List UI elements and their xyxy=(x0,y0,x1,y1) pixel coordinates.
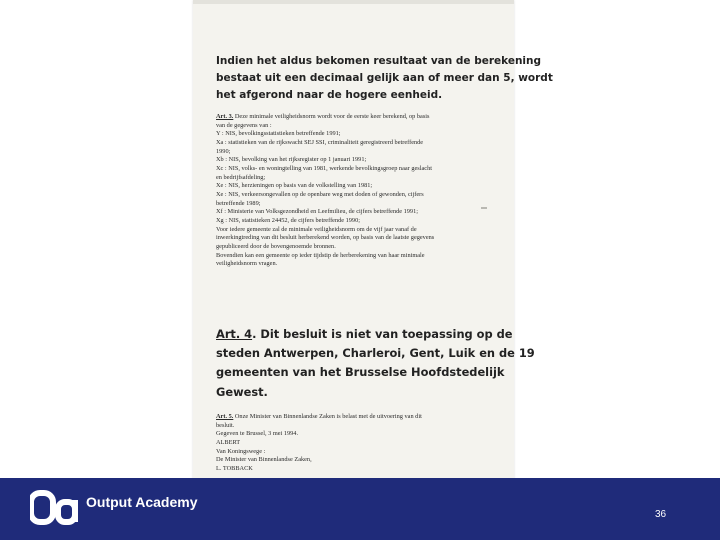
article-3-line: Xf : Ministerie van Volksgezondheid en Leefmilieu, de cijfers betreffende 1991; xyxy=(216,208,418,216)
article-4-line: Gewest. xyxy=(216,384,268,399)
article-5 xyxy=(216,413,506,474)
scanned-document-page xyxy=(193,0,553,540)
intro-line: het afgerond naar de hogere eenheid. xyxy=(216,89,443,101)
brand-name: Output Academy xyxy=(86,494,198,510)
article-3-line: inwerkingtreding van dit besluit herberekend worden, op basis van de laatste gegevens xyxy=(216,234,435,242)
article-5-line: Gegeven te Brussel, 3 mei 1994. xyxy=(216,430,299,438)
oa-logo-graphic xyxy=(30,490,80,526)
article-3-line: Xg : NIS, statistieken 24452, de cijfers betreffende 1990; xyxy=(216,216,360,224)
article-5-line: ALBERT xyxy=(216,438,241,446)
article-3-line: Xe : NIS, verkeersongevallen op de openbare weg met doden of gewonden, cijfers xyxy=(216,190,424,198)
article-3-line: Y : NIS, bevolkingsstatistieken betreffende 1991; xyxy=(216,130,341,138)
article-3-line: Xa : statistieken van de rijkswacht SEJ SSI, criminaliteit geregistreerd betreffende xyxy=(216,138,424,146)
article-3-line: Xe : NIS, herzieningen op basis van de volkstelling van 1981; xyxy=(216,182,373,190)
article-3-line: 1990; xyxy=(216,147,231,155)
article-3-heading-line xyxy=(216,113,506,122)
article-3-line: Voor iedere gemeente zal de minimale veiligheidsnorm om de vijf jaar vanaf de xyxy=(216,225,417,233)
article-3-label: Art. 3. xyxy=(216,113,234,120)
scan-speck xyxy=(481,207,487,209)
article-3-line: veiligheidsnorm vragen. xyxy=(216,260,278,268)
article-3-line: en bedrijfsafdeling; xyxy=(216,173,266,181)
article-5-first-line: Onze Minister van Binnenlandse Zaken is belast met de uitvoering van dit xyxy=(233,413,422,420)
intro-paragraph xyxy=(216,53,553,104)
page-number: 36 xyxy=(655,509,667,520)
article-3-line: betreffende 1989; xyxy=(216,199,261,207)
oa-logo-icon xyxy=(30,490,80,526)
article-5-label: Art. 5. xyxy=(216,413,234,420)
article-4-line: steden Antwerpen, Charleroi, Gent, Luik en de 19 xyxy=(216,346,535,361)
article-5-line: De Minister van Binnenlandse Zaken, xyxy=(216,456,312,464)
intro-line: bestaat uit een decimaal gelijk aan of meer dan 5, wordt xyxy=(216,72,553,84)
article-4 xyxy=(216,325,535,402)
article-3-line: Xc : NIS, volks- en woningtelling van 1981, werkende bevolkingsgroep naar geslacht xyxy=(216,164,432,172)
article-4-label: Art. 4 xyxy=(216,327,253,341)
scan-top-edge xyxy=(193,0,514,4)
article-4-line: gemeenten van het Brusselse Hoofdstedelijk xyxy=(216,365,505,380)
article-4-heading-line xyxy=(216,325,535,344)
article-4-first-line: . Dit besluit is niet van toepassing op de xyxy=(252,327,513,341)
article-3-line: van de gegevens van : xyxy=(216,121,272,129)
article-3-line: Xb : NIS, bevolking van het rijksregister op 1 januari 1991; xyxy=(216,156,367,164)
article-5-line: L. TOBBACK xyxy=(216,464,253,472)
article-3-first-line: Deze minimale veiligheidsnorm wordt voor de eerste keer berekend, op basis xyxy=(233,113,430,120)
intro-line: Indien het aldus bekomen resultaat van de berekening xyxy=(216,55,542,67)
article-3-line: gepubliceerd door de bovengenoemde bronnen. xyxy=(216,242,336,250)
article-5-line: besluit. xyxy=(216,421,235,429)
article-5-line: Van Koningswege : xyxy=(216,447,266,455)
article-5-heading-line xyxy=(216,413,506,422)
article-3-line: Bovendien kan een gemeente op ieder tijdstip de herberekening van haar minimale xyxy=(216,251,425,259)
article-3 xyxy=(216,113,506,269)
